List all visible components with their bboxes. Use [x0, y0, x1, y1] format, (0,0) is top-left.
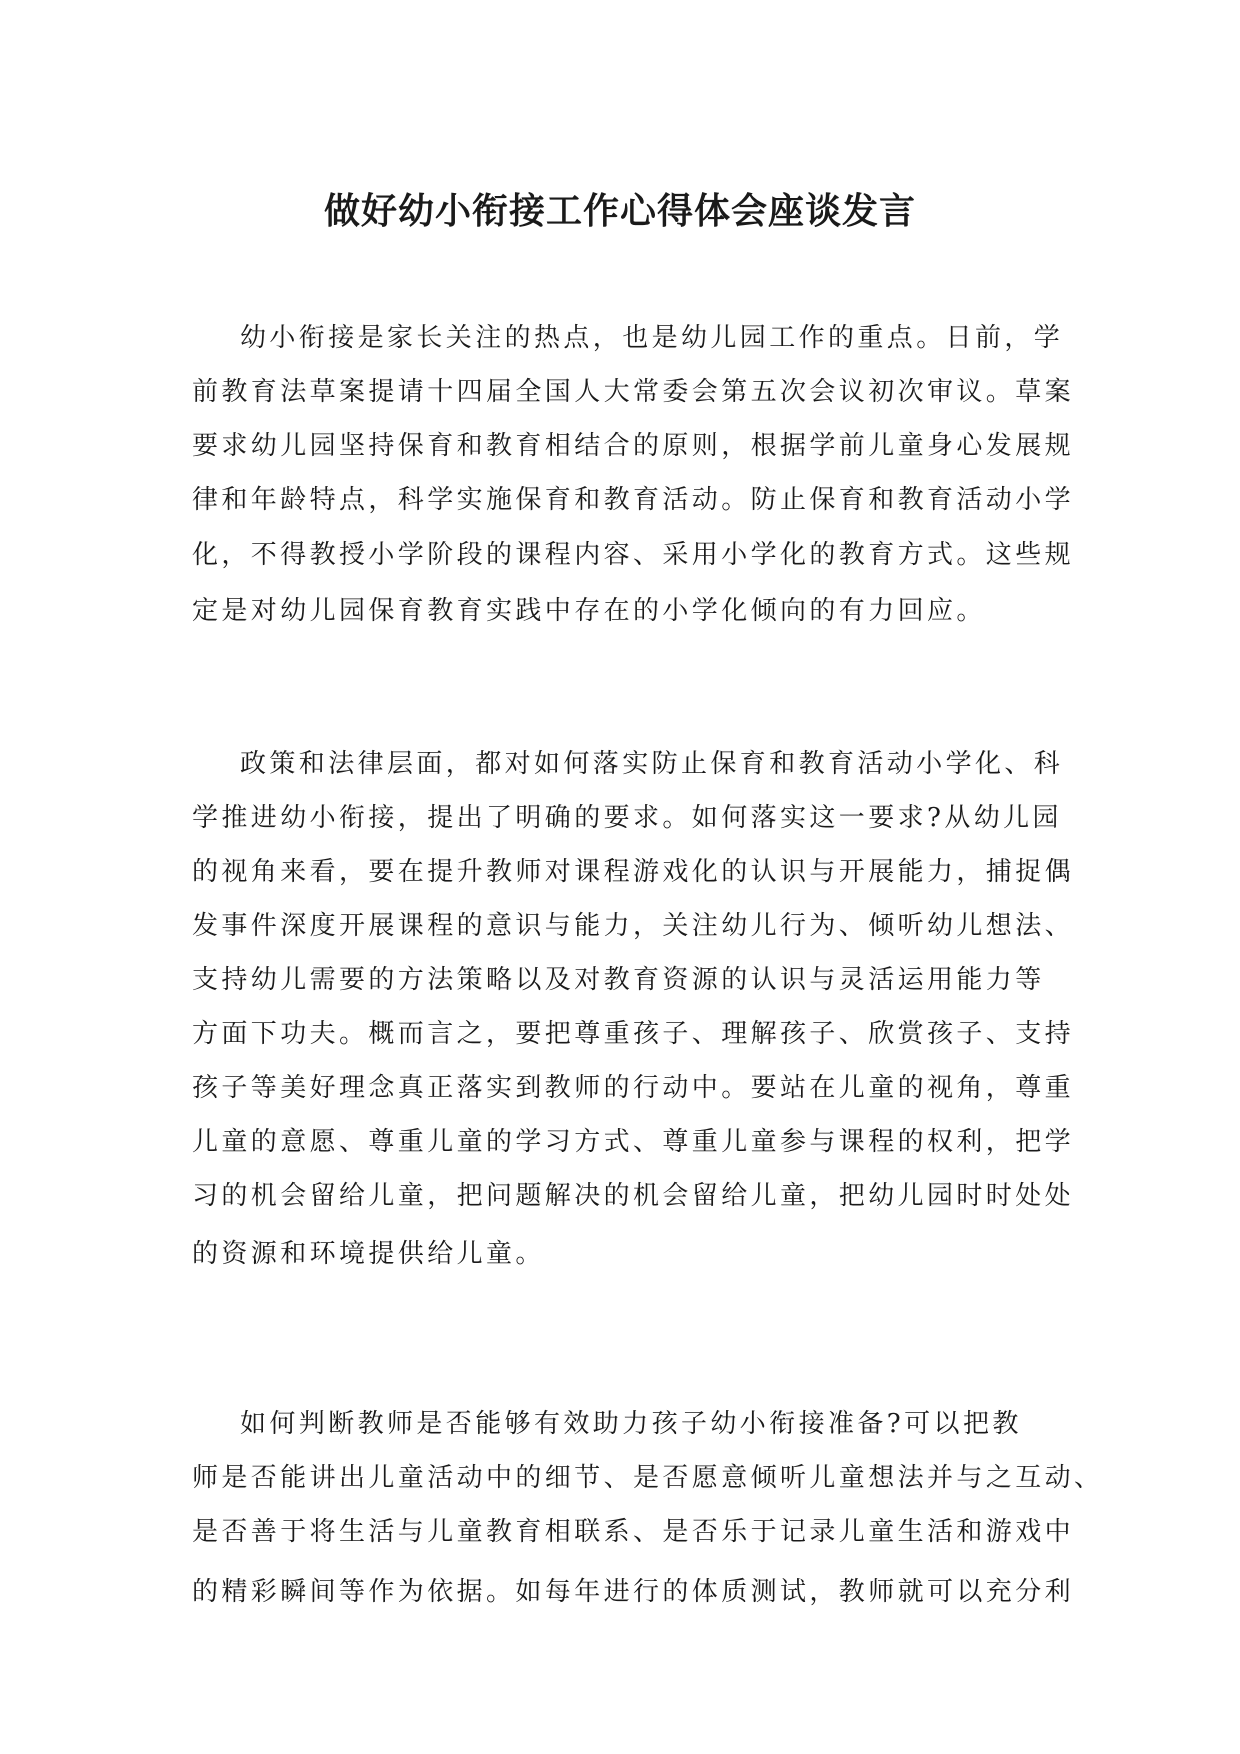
document-title: 做好幼小衔接工作心得体会座谈发言	[323, 190, 916, 232]
paragraph-1-line-1: 幼小衔接是家长关注的热点，也是幼儿园工作的重点。日前，学	[240, 323, 1064, 353]
paragraph-1-line-2: 前教育法草案提请十四届全国人大常委会第五次会议初次审议。草案	[192, 377, 1075, 407]
paragraph-2-line-8: 儿童的意愿、尊重儿童的学习方式、尊重儿童参与课程的权利，把学	[192, 1127, 1075, 1157]
paragraph-2-line-1: 政策和法律层面，都对如何落实防止保育和教育活动小学化、科	[240, 749, 1064, 779]
paragraph-2-line-6: 方面下功夫。概而言之，要把尊重孩子、理解孩子、欣赏孩子、支持	[192, 1019, 1075, 1049]
paragraph-2-line-3: 的视角来看，要在提升教师对课程游戏化的认识与开展能力，捕捉偶	[192, 857, 1075, 887]
paragraph-1-line-6: 定是对幼儿园保育教育实践中存在的小学化倾向的有力回应。	[192, 596, 986, 626]
paragraph-2-line-4: 发事件深度开展课程的意识与能力，关注幼儿行为、倾听幼儿想法、	[192, 911, 1075, 941]
paragraph-3-line-3: 是否善于将生活与儿童教育相联系、是否乐于记录儿童生活和游戏中	[192, 1517, 1075, 1547]
paragraph-3-line-2: 师是否能讲出儿童活动中的细节、是否愿意倾听儿童想法并与之互动、	[192, 1463, 1104, 1493]
paragraph-1-line-5: 化，不得教授小学阶段的课程内容、采用小学化的教育方式。这些规	[192, 540, 1075, 570]
paragraph-2-line-9: 习的机会留给儿童，把问题解决的机会留给儿童，把幼儿园时时处处	[192, 1181, 1075, 1211]
paragraph-3-line-4: 的精彩瞬间等作为依据。如每年进行的体质测试，教师就可以充分利	[192, 1577, 1075, 1607]
paragraph-2-line-7: 孩子等美好理念真正落实到教师的行动中。要站在儿童的视角，尊重	[192, 1073, 1075, 1103]
paragraph-1-line-4: 律和年龄特点，科学实施保育和教育活动。防止保育和教育活动小学	[192, 485, 1075, 515]
paragraph-2-line-5: 支持幼儿需要的方法策略以及对教育资源的认识与灵活运用能力等	[192, 965, 1045, 995]
paragraph-1-line-3: 要求幼儿园坚持保育和教育相结合的原则，根据学前儿童身心发展规	[192, 431, 1075, 461]
paragraph-2-line-2: 学推进幼小衔接，提出了明确的要求。如何落实这一要求?从幼儿园	[192, 803, 1062, 833]
paragraph-3-line-1: 如何判断教师是否能够有效助力孩子幼小衔接准备?可以把教	[240, 1409, 1022, 1439]
paragraph-2-line-10: 的资源和环境提供给儿童。	[192, 1239, 545, 1269]
